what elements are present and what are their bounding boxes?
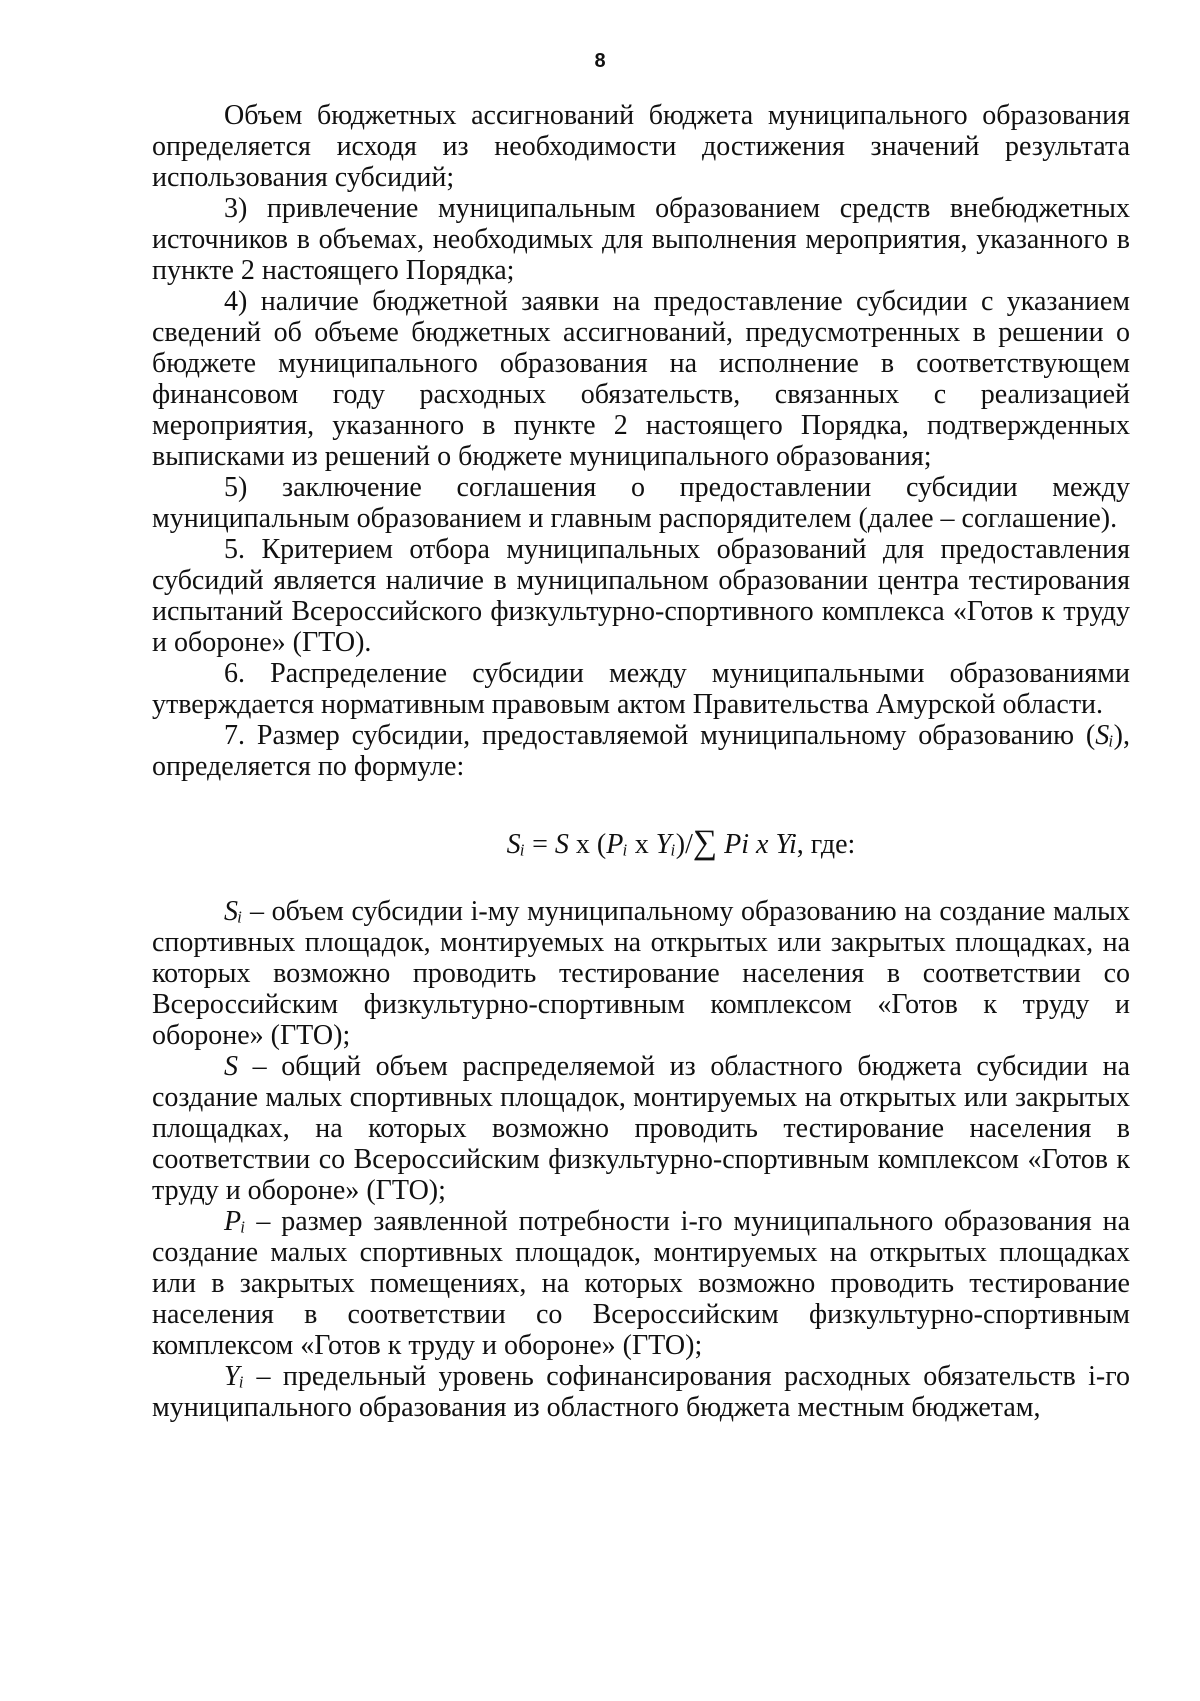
formula-eq: = [525,829,555,860]
formula-s: S [554,829,569,860]
formula-x2: x [627,829,656,860]
paragraph-item-4: 4) наличие бюджетной заявки на предоставление субсидии с указанием сведений об объеме бюджетных ассигнований, предусмотренных в решении о бюджете муниципального образования на исполнение в соответствующем финансовом году расходных обязательств, связанных с реализацией мероприятия, указанного в пункте 2 настоящего Порядка, подтвержденных выписками из решений о бюджете муниципального образования; [152,286,1130,472]
definition-text: – размер заявленной потребности i-го муниципального образования на создание малых спортивных площадок, монтируемых на открытых площадках или в закрытых помещениях, на которых возможно проводить тестирование населения в соответствии со Всероссийским физкультурно-спортивным комплексом «Готов к труду и обороне» (ГТО); [152,1206,1130,1361]
document-body [152,100,1130,1423]
definition-si [152,896,1130,1051]
paragraph-item-5: 5) заключение соглашения о предоставлении субсидии между муниципальным образованием и главным распорядителем (далее – соглашение). [152,472,1130,534]
subsidy-formula [152,826,1130,862]
formula-tail: , где: [796,829,856,860]
formula-sigma: ∑ [692,824,718,861]
definition-symbol: Sᵢ [224,896,243,927]
formula-y: Yᵢ [655,829,676,860]
definition-text: – предельный уровень софинансирования расходных обязательств i-го муниципального образования из областного бюджета местным бюджетам, [152,1361,1130,1423]
para7-after: ), определяется по формуле: [152,720,1130,782]
definition-pi [152,1206,1130,1361]
formula-pi: Pi [717,829,750,860]
definition-text: – объем субсидии i-му муниципальному образованию на создание малых спортивных площадок, монтируемых на открытых или закрытых площадках, на которых возможно проводить тестирование населения в соответствии со Всероссийским физкультурно-спортивным комплексом «Готов к труду и обороне» (ГТО); [152,896,1130,1051]
formula-x3: x [749,829,776,860]
para7-before: 7. Размер субсидии, предоставляемой муниципальному образованию ( [224,720,1096,751]
formula-x1: x ( [568,829,607,860]
paragraph-section-6: 6. Распределение субсидии между муниципальными образованиями утверждается нормативным правовым актом Правительства Амурской области. [152,658,1130,720]
paragraph-budget-volume: Объем бюджетных ассигнований бюджета муниципального образования определяется исходя из необходимости достижения значений результата использования субсидий; [152,100,1130,193]
formula-yi: Yi [775,829,797,860]
page-number: 8 [594,50,606,72]
formula-p: Pᵢ [606,829,628,860]
formula-lhs: Sᵢ [506,829,526,860]
definition-s [152,1051,1130,1206]
definition-symbol: Yᵢ [224,1361,245,1392]
definition-symbol: S [224,1051,238,1082]
definition-symbol: Pᵢ [224,1206,246,1237]
para7-symbol: Sᵢ [1095,720,1114,751]
definition-text: – общий объем распределяемой из областного бюджета субсидии на создание малых спортивных площадок, монтируемых на открытых или закрытых площадках, на которых возможно проводить тестирование населения в соответствии со Всероссийским физкультурно-спортивным комплексом «Готов к труду и обороне» (ГТО); [152,1051,1130,1206]
definition-yi [152,1361,1130,1423]
paragraph-section-5: 5. Критерием отбора муниципальных образований для предоставления субсидий является наличие в муниципальном образовании центра тестирования испытаний Всероссийского физкультурно-спортивного комплекса «Готов к труду и обороне» (ГТО). [152,534,1130,658]
paragraph-item-3: 3) привлечение муниципальным образованием средств внебюджетных источников в объемах, необходимых для выполнения мероприятия, указанного в пункте 2 настоящего Порядка; [152,193,1130,286]
formula-div: )/ [675,829,693,860]
paragraph-section-7 [152,720,1130,782]
